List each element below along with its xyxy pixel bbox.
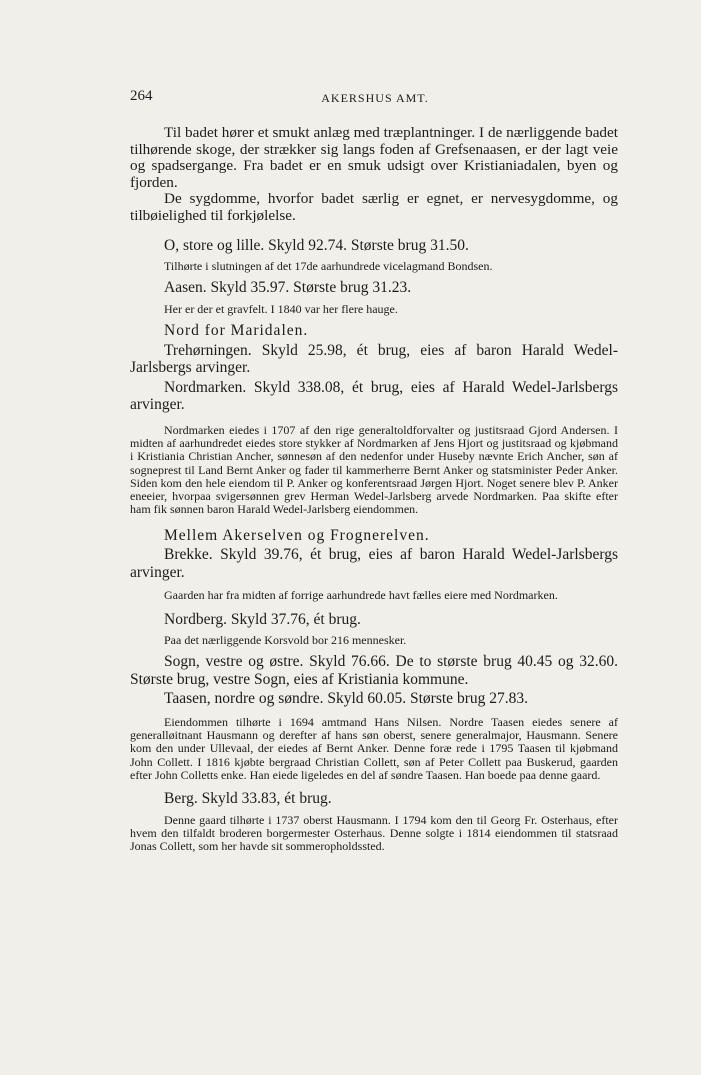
page-content — [130, 125, 618, 854]
page-header — [130, 88, 620, 110]
paragraph: De sygdomme, hvorfor badet særlig er egnet, er nervesygdomme, og tilbøielighed til forkjølelse. — [130, 190, 618, 224]
farm-entry-nordberg: Nordberg. Skyld 37.76, ét brug. — [164, 610, 361, 628]
farm-entry-sogn: Sogn, vestre og østre. Skyld 76.66. De to største brug 40.45 og 32.60. Største brug, vestre Sogn, eies af Kristiania kommune. — [130, 653, 618, 688]
paragraph: Til badet hører et smukt anlæg med træplantninger. I de nærliggende badet tilhørende skoge, der strækker sig langs foden af Grefsenaasen, er der lagt veie og spadsergange. Fra badet er en smuk udsigt over Kristianiadalen, byen og fjorden. — [130, 124, 618, 191]
note: Paa det nærliggende Korsvold bor 216 mennesker. — [164, 633, 407, 648]
note: Denne gaard tilhørte i 1737 oberst Hausmann. I 1794 kom den til Georg Fr. Osterhaus, efter hvem den tilfaldt broderen borgermester Osterhaus. Denne solgte i 1814 eiendommen til statsraad Jonas Collett, som her havde sit sommeropholdssted. — [130, 812, 618, 854]
farm-entry-trehorningen: Trehørningen. Skyld 25.98, ét brug, eies af baron Harald Wedel-Jarlsbergs arvinger. — [130, 341, 618, 377]
farm-entry-nordmarken: Nordmarken. Skyld 338.08, ét brug, eies af Harald Wedel-Jarlsbergs arvinger. — [130, 378, 618, 414]
note: Eiendommen tilhørte i 1694 amtmand Hans Nilsen. Nordre Taasen eiedes senere af generalløitnant Hausmann og derefter af hans søn oberst, senere generalmajor, Hausmann. Senere kom den under Ullevaal, der eiedes af Bernt Anker. Denne foræ rede i 1795 Taasen til kjøbmand John Collett. I 1816 kjøbte bergraad Christian Collett, søn af Peter Collett paa Buskerud, gaarden efter John Colletts enke. Han eiede ligeledes en del af søndre Taasen. Han boede paa denne gaard. — [130, 714, 618, 783]
running-head: AKERSHUS AMT. — [321, 91, 429, 105]
farm-entry-aasen: Aasen. Skyld 35.97. Største brug 31.23. — [164, 279, 412, 297]
farm-entry-brekke: Brekke. Skyld 39.76, ét brug, eies af baron Harald Wedel-Jarlsbergs arvinger. — [130, 546, 618, 581]
page-number: 264 — [130, 88, 153, 104]
note: Nordmarken eiedes i 1707 af den rige generaltoldforvalter og justitsraad Gjord Andersen. I midten af aarhundredet eiedes store stykker af Nordmarken af Jens Hjort og justitsraad og kjøbmand i Kristiania Christian Ancher, sønnesøn af den nedenfor under Huseby nævnte Erich Ancher, søn af sogneprest til Land Bernt Anker og fader til kammerherre Bernt Anker og statsminister Peder Anker. Siden kom den hele eiendom til P. Anker og konferentsraad Jørgen Hjort. Noget senere blev P. Anker eneeier, hvorpaa svigersønnen grev Herman Wedel-Jarlsberg arvede Nordmarken. Paa skifte efter ham fik sønnen baron Harald Wedel-Jarlsberg eiendommen. — [130, 422, 618, 517]
note: Gaarden har fra midten af forrige aarhundrede havt fælles eiere med Nordmarken. — [164, 588, 558, 603]
note: Tilhørte i slutningen af det 17de aarhundrede vicelagmand Bondsen. — [164, 259, 493, 274]
farm-entry-taasen: Taasen, nordre og søndre. Skyld 60.05. Største brug 27.83. — [164, 690, 528, 708]
farm-entry-o: O, store og lille. Skyld 92.74. Største brug 31.50. — [164, 236, 469, 254]
section-heading: Nord for Maridalen. — [164, 322, 309, 340]
note: Her er der et gravfelt. I 1840 var her flere hauge. — [164, 301, 398, 316]
section-heading: Mellem Akerselven og Frognerelven. — [164, 526, 430, 544]
farm-entry-berg: Berg. Skyld 33.83, ét brug. — [164, 790, 332, 808]
